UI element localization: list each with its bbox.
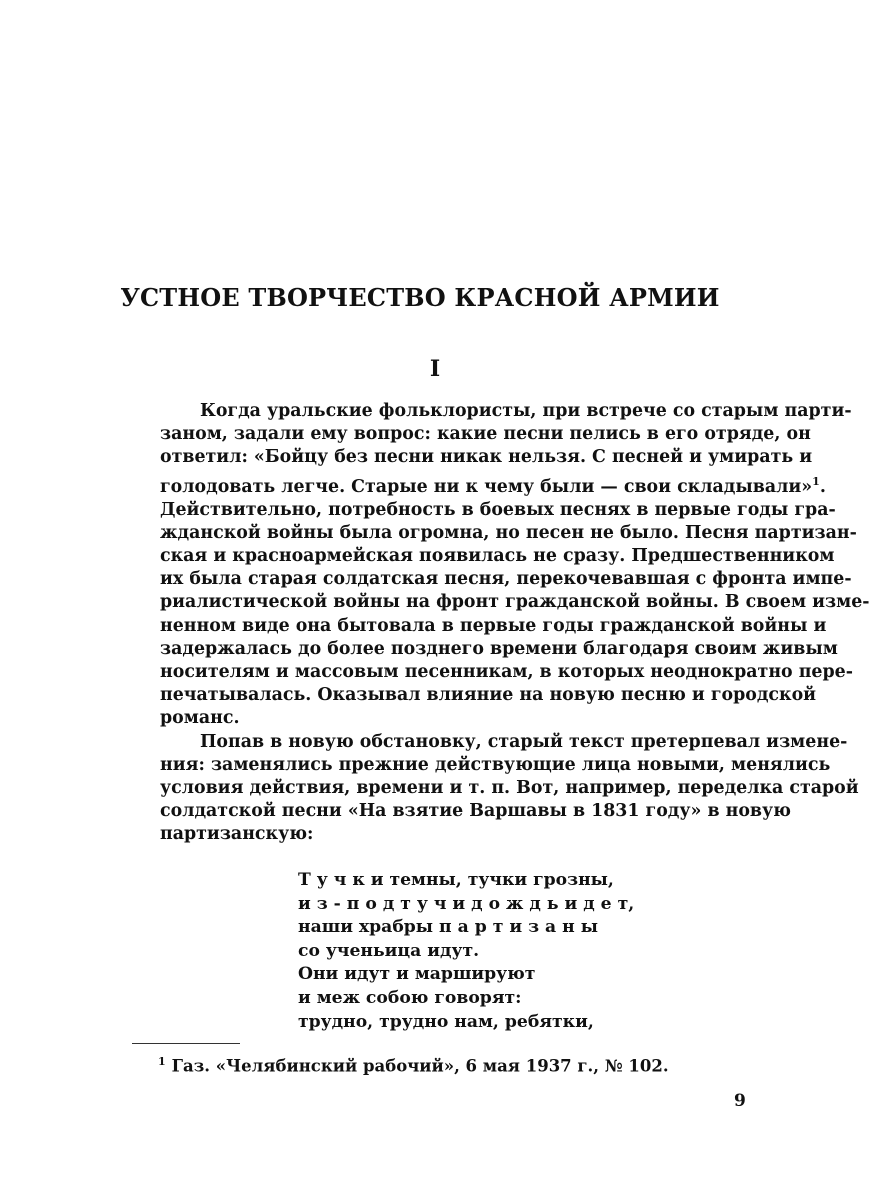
text-fragment: голодовать легче. Старые ни к чему были — свои складывали» xyxy=(160,476,813,497)
verse-line: со ученьица идут. xyxy=(298,940,480,961)
text-line: ненном виде она бытовала в первые годы гражданской войны и xyxy=(160,615,827,636)
text-line-with-footnote: голодовать легче. Старые ни к чему были — свои складывали»$^1$. xyxy=(160,474,826,497)
text-line: условия действия, времени и т. п. Вот, например, переделка старой xyxy=(160,778,859,799)
text-line: ская и красноармейская появилась не сразу. Предшественником xyxy=(160,546,835,567)
text-line: их была старая солдатская песня, перекочевавшая с фронта импе- xyxy=(160,569,852,590)
text-line: заном, задали ему вопрос: какие песни пелись в его отряде, он xyxy=(160,424,811,445)
footnote-marker: 1 xyxy=(158,1055,166,1068)
verse-line: наши храбры п а р т и з а н ы xyxy=(298,917,598,938)
poem-verse xyxy=(298,869,634,1034)
footnote-text: Газ. «Челябинский рабочий», 6 мая 1937 г., № 102. xyxy=(171,1056,669,1076)
footnote xyxy=(158,1055,669,1076)
text-line: солдатской песни «На взятие Варшавы в 1831 году» в новую xyxy=(160,801,791,822)
section-number: I xyxy=(429,356,441,382)
body-text xyxy=(160,400,870,847)
page-number: 9 xyxy=(734,1091,746,1111)
text-line: носителям и массовым песенникам, в которых неоднократно пере- xyxy=(160,662,853,683)
text-line: жданской войны была огромна, но песен не было. Песня партизан- xyxy=(160,522,857,543)
footnote-divider xyxy=(132,1043,240,1044)
text-line: Попав в новую обстановку, старый текст претерпевал измене- xyxy=(200,731,848,752)
text-line: партизанскую: xyxy=(160,824,314,845)
verse-line: и меж собою говорят: xyxy=(298,987,522,1008)
verse-line: и з - п о д т у ч и д о ж д ь и д е т, xyxy=(298,893,635,914)
text-line: Когда уральские фольклористы, при встрече со старым парти- xyxy=(200,401,852,421)
footnote-ref: 1 xyxy=(812,474,820,488)
text-line: романс. xyxy=(160,708,240,729)
verse-line: Т у ч к и темны, тучки грозны, xyxy=(298,870,614,890)
verse-line: трудно, трудно нам, ребятки, xyxy=(298,1011,594,1032)
text-line: риалистической войны на фронт гражданской войны. В своем изме- xyxy=(160,592,870,613)
text-line: печатывалась. Оказывал влияние на новую песню и городской xyxy=(160,685,817,706)
chapter-title: УСТНОЕ ТВОРЧЕСТВО КРАСНОЙ АРМИИ xyxy=(120,283,720,312)
text-line: ответил: «Бойцу без песни никак нельзя. С песней и умирать и xyxy=(160,447,813,468)
text-line: задержалась до более позднего времени благодаря своим живым xyxy=(160,638,838,659)
text-line: Действительно, потребность в боевых песнях в первые годы гра- xyxy=(160,499,836,520)
verse-line: Они идут и маршируют xyxy=(298,964,536,985)
text-line: ния: заменялись прежние действующие лица новыми, менялись xyxy=(160,754,831,775)
